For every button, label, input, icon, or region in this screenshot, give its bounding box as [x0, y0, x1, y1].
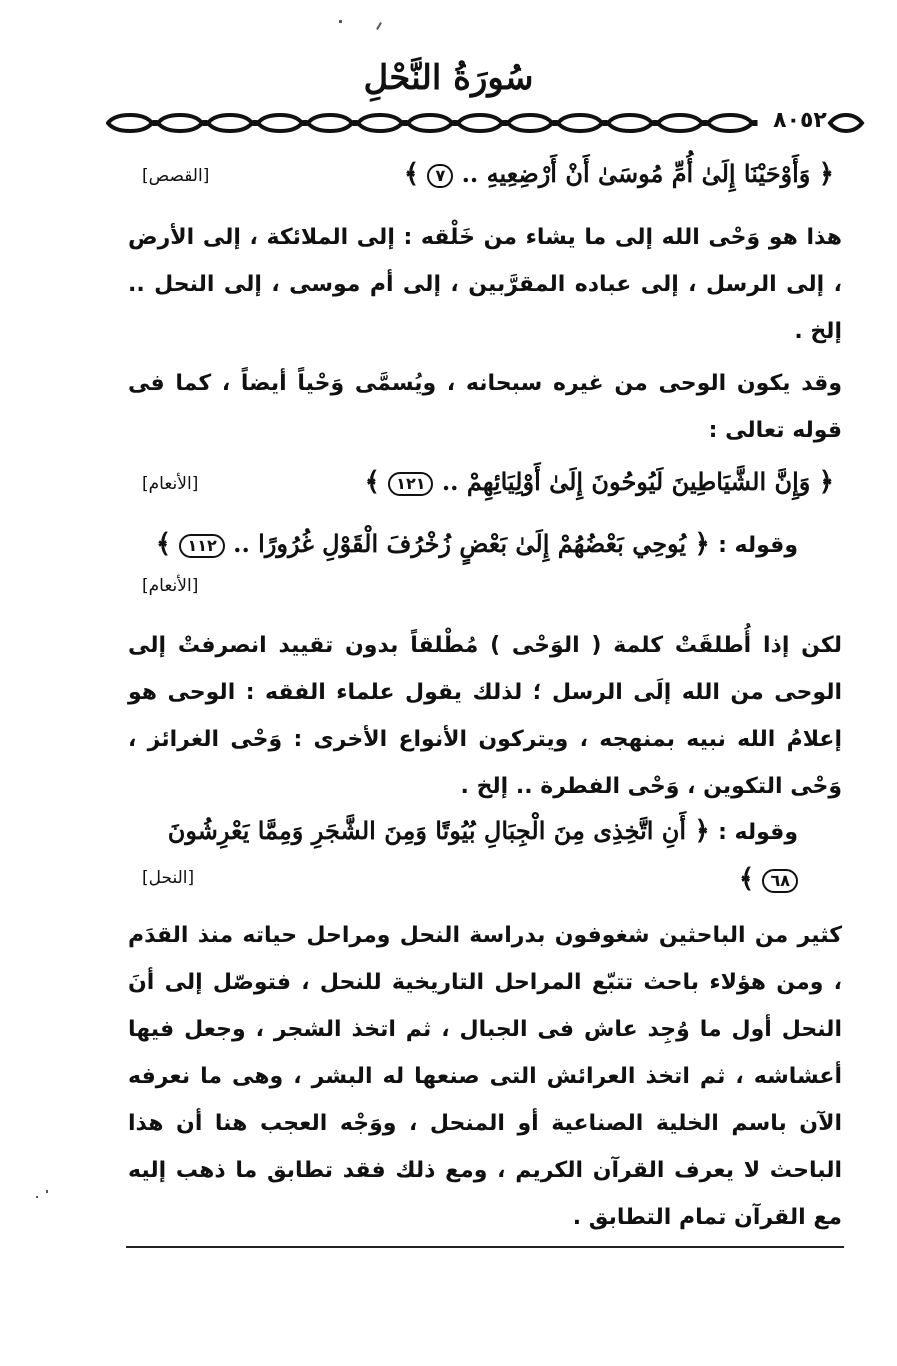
footer-rule	[126, 1246, 844, 1248]
scan-speck	[376, 22, 382, 30]
chain-link	[158, 115, 202, 131]
header-ornament	[106, 112, 766, 134]
verse-intro: وقوله :	[718, 820, 798, 845]
ornate-bracket-open: ﴿	[694, 816, 710, 846]
scan-speck	[36, 1196, 38, 1198]
paragraph-2: وقد يكون الوحى من غيره سبحانه ، ويُسمَّى وَحْياً أيضاً ، كما فى قوله تعالى :	[128, 371, 842, 443]
chain-link	[258, 115, 302, 131]
chain-link	[708, 115, 752, 131]
verse-block-4	[128, 808, 842, 902]
chain-link	[558, 115, 602, 131]
surah-reference: [النحل]	[142, 868, 195, 888]
verse-block-3	[128, 522, 842, 596]
chain-diamond	[753, 120, 758, 126]
surah-reference: [القصص]	[142, 166, 210, 186]
paragraph-4: كثير من الباحثين شغوفون بدراسة النحل ومراحل حياته منذ القدَم ، ومن هؤلاء باحث تتبّع المراحل التاريخية للنحل ، فتوصّل إلى أنَ النحل أول ما وُجِد عاش فى الجبال ، ثم اتخذ الشجر ، وجعل فيها أعشاشه ، ثم اتخذ العرائش التى صنعها له البشر ، وهى ما نعرفه الآن باسم الخلية الصناعية أو المنحل ، ووَجْه العجب هنا أن هذا الباحث لا يعرف القرآن الكريم ، ومع ذلك فقد تطابق ما ذهب إليه مع القرآن تمام التطابق .	[128, 923, 842, 1230]
ornate-bracket-close: ﴾	[364, 467, 380, 497]
verse-intro: وقوله :	[718, 533, 798, 558]
paragraph-1: هذا هو وَحْى الله إلى ما يشاء من خَلْقه : إلى الملائكة ، إلى الأرض ، إلى الرسل ، إلى عباده المقرَّبين ، إلى أم موسى ، إلى النحل .. إلخ .	[128, 225, 842, 344]
chain-link	[358, 115, 402, 131]
chain-link	[408, 115, 452, 131]
ayah-number: ١٢١	[388, 472, 433, 496]
verse-text: وَإِنَّ الشَّيَاطِينَ لَيُوحُونَ إِلَىٰ أَوْلِيَائِهِمْ ..	[441, 467, 811, 496]
ornate-bracket-open: ﴿	[818, 467, 834, 497]
ayah-number: ٦٨	[762, 869, 798, 893]
surah-title: سُورَةُ النَّحْلِ	[363, 58, 534, 98]
scan-speck	[46, 1190, 48, 1193]
ornate-bracket-close: ﴾	[738, 864, 755, 894]
verse-block-1	[128, 152, 842, 196]
ornate-bracket-close: ﴾	[155, 529, 172, 559]
surah-reference: [الأنعام]	[142, 576, 199, 596]
ornate-bracket-open: ﴿	[694, 529, 710, 559]
page-number: ٨٠٥٢	[773, 108, 827, 133]
verse-text: وَأَوْحَيْنَا إِلَىٰ أُمِّ مُوسَىٰ أَنْ أَرْضِعِيهِ ..	[461, 159, 811, 188]
scan-speck	[339, 20, 342, 23]
chain-link	[308, 115, 352, 131]
header-ornament-end	[826, 112, 866, 134]
surah-reference: [الأنعام]	[142, 474, 199, 494]
verse-text: أَنِ اتَّخِذِى مِنَ الْجِبَالِ بُيُوتًا وَمِنَ الشَّجَرِ وَمِمَّا يَعْرِشُونَ	[167, 816, 687, 845]
ornate-bracket-close: ﴾	[403, 159, 420, 189]
verse-text: يُوحِي بَعْضُهُمْ إِلَىٰ بَعْضٍ زُخْرُفَ الْقَوْلِ غُرُورًا ..	[233, 529, 687, 558]
chain-link	[608, 115, 652, 131]
paragraph-3: لكن إذا أُطلقَتْ كلمة ( الوَحْى ) مُطْلقاً بدون تقييد انصرفتْ إلى الوحى من الله إلَى الرسل ؛ لذلك يقول علماء الفقه : الوحى هو إعلامُ الله نبيه بمنهجه ، ويتركون الأنواع الأخرى : وَحْى الغرائز ، وَحْى التكوين ، وَحْى الفطرة .. إلخ .	[128, 633, 842, 799]
chain-link	[458, 115, 502, 131]
ornate-bracket-open: ﴿	[818, 159, 834, 189]
chain-link	[108, 115, 152, 131]
chain-link	[508, 115, 552, 131]
verse-block-2	[128, 460, 842, 504]
ayah-number: ١١٢	[179, 534, 224, 558]
chain-link	[208, 115, 252, 131]
ayah-number: ٧	[427, 164, 453, 188]
chain-link	[658, 115, 702, 131]
